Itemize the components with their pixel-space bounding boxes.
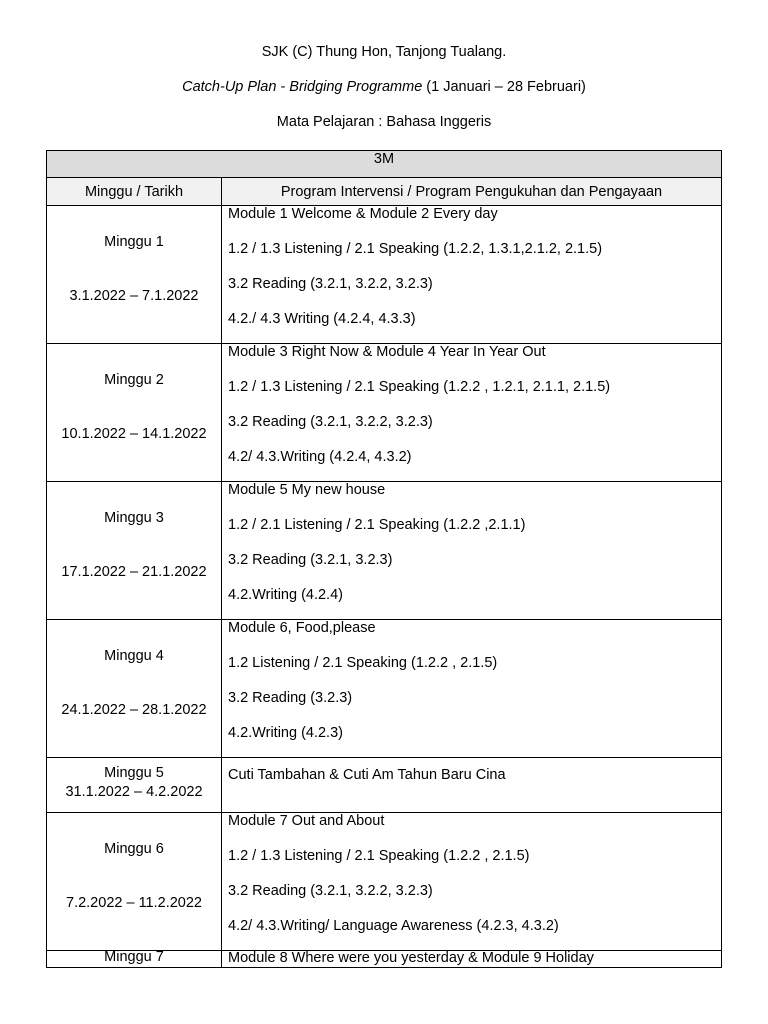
table-row [47, 206, 722, 344]
writing-line: 4.2/ 4.3.Writing/ Language Awareness (4.2.3, 4.3.2) [228, 918, 559, 934]
module-title: Module 1 Welcome & Module 2 Every day [228, 206, 498, 222]
school-name: SJK (C) Thung Hon, Tanjong Tualang. [261, 44, 507, 60]
week-date: 10.1.2022 – 14.1.2022 [61, 426, 207, 442]
week-cell [47, 758, 222, 813]
writing-line: 4.2./ 4.3 Writing (4.2.4, 4.3.3) [228, 311, 416, 327]
program-cell [222, 758, 722, 813]
plan-table [46, 150, 722, 968]
program-cell [222, 620, 722, 758]
plan-title-line [0, 79, 768, 95]
module-title: Module 8 Where were you yesterday & Module 9 Holiday [228, 950, 594, 966]
week-date: 31.1.2022 – 4.2.2022 [65, 784, 203, 800]
module-title: Module 3 Right Now & Module 4 Year In Year Out [228, 344, 546, 360]
program-cell [222, 813, 722, 951]
week-date: 17.1.2022 – 21.1.2022 [61, 564, 207, 580]
module-title: Module 5 My new house [228, 482, 386, 498]
week-label: Minggu 3 [104, 510, 164, 526]
subject-line: Mata Pelajaran : Bahasa Inggeris [276, 114, 492, 130]
col-week-header: Minggu / Tarikh [47, 178, 222, 206]
reading-line: 3.2 Reading (3.2.1, 3.2.2, 3.2.3) [228, 414, 433, 430]
reading-line: 3.2 Reading (3.2.1, 3.2.2, 3.2.3) [228, 883, 433, 899]
writing-line: 4.2/ 4.3.Writing (4.2.4, 4.3.2) [228, 449, 412, 465]
week-cell [47, 344, 222, 482]
week-label: Minggu 7 [104, 949, 164, 965]
reading-line: 3.2 Reading (3.2.1, 3.2.3) [228, 552, 393, 568]
table-row [47, 758, 722, 813]
program-cell [222, 482, 722, 620]
holiday-line: Cuti Tambahan & Cuti Am Tahun Baru Cina [228, 767, 506, 783]
week-date: 7.2.2022 – 11.2.2022 [66, 895, 202, 911]
plan-dates: (1 Januari – 28 Februari) [422, 79, 586, 95]
week-cell [47, 206, 222, 344]
module-title: Module 7 Out and About [228, 813, 385, 829]
class-band-row [47, 151, 722, 178]
week-date: 24.1.2022 – 28.1.2022 [61, 702, 207, 718]
table-row [47, 620, 722, 758]
week-label: Minggu 6 [104, 841, 164, 857]
week-label: Minggu 5 [104, 765, 164, 781]
class-label: 3M [47, 151, 722, 178]
listening-speaking-line: 1.2 / 1.3 Listening / 2.1 Speaking (1.2.2 , 2.1.5) [228, 848, 530, 864]
program-cell [222, 951, 722, 968]
module-title: Module 6, Food,please [228, 620, 376, 636]
listening-speaking-line: 1.2 / 1.3 Listening / 2.1 Speaking (1.2.2 , 1.2.1, 2.1.1, 2.1.5) [228, 379, 611, 395]
table-row [47, 482, 722, 620]
week-cell [47, 813, 222, 951]
writing-line: 4.2.Writing (4.2.3) [228, 725, 343, 741]
week-label: Minggu 2 [104, 372, 164, 388]
plan-title: Catch-Up Plan - Bridging Programme [182, 79, 423, 95]
program-cell [222, 206, 722, 344]
week-label: Minggu 4 [104, 648, 164, 664]
week-label: Minggu 1 [104, 234, 164, 250]
col-program-header: Program Intervensi / Program Pengukuhan dan Pengayaan [222, 178, 722, 206]
column-header-row [47, 178, 722, 206]
writing-line: 4.2.Writing (4.2.4) [228, 587, 343, 603]
program-cell [222, 344, 722, 482]
reading-line: 3.2 Reading (3.2.1, 3.2.2, 3.2.3) [228, 276, 433, 292]
table-row [47, 344, 722, 482]
listening-speaking-line: 1.2 Listening / 2.1 Speaking (1.2.2 , 2.1.5) [228, 655, 498, 671]
listening-speaking-line: 1.2 / 2.1 Listening / 2.1 Speaking (1.2.2 ,2.1.1) [228, 517, 526, 533]
week-date: 3.1.2022 – 7.1.2022 [69, 288, 199, 304]
week-cell [47, 482, 222, 620]
table-row [47, 813, 722, 951]
week-cell [47, 620, 222, 758]
week-cell [47, 951, 222, 968]
listening-speaking-line: 1.2 / 1.3 Listening / 2.1 Speaking (1.2.2, 1.3.1,2.1.2, 2.1.5) [228, 241, 603, 257]
reading-line: 3.2 Reading (3.2.3) [228, 690, 353, 706]
table-row [47, 951, 722, 968]
